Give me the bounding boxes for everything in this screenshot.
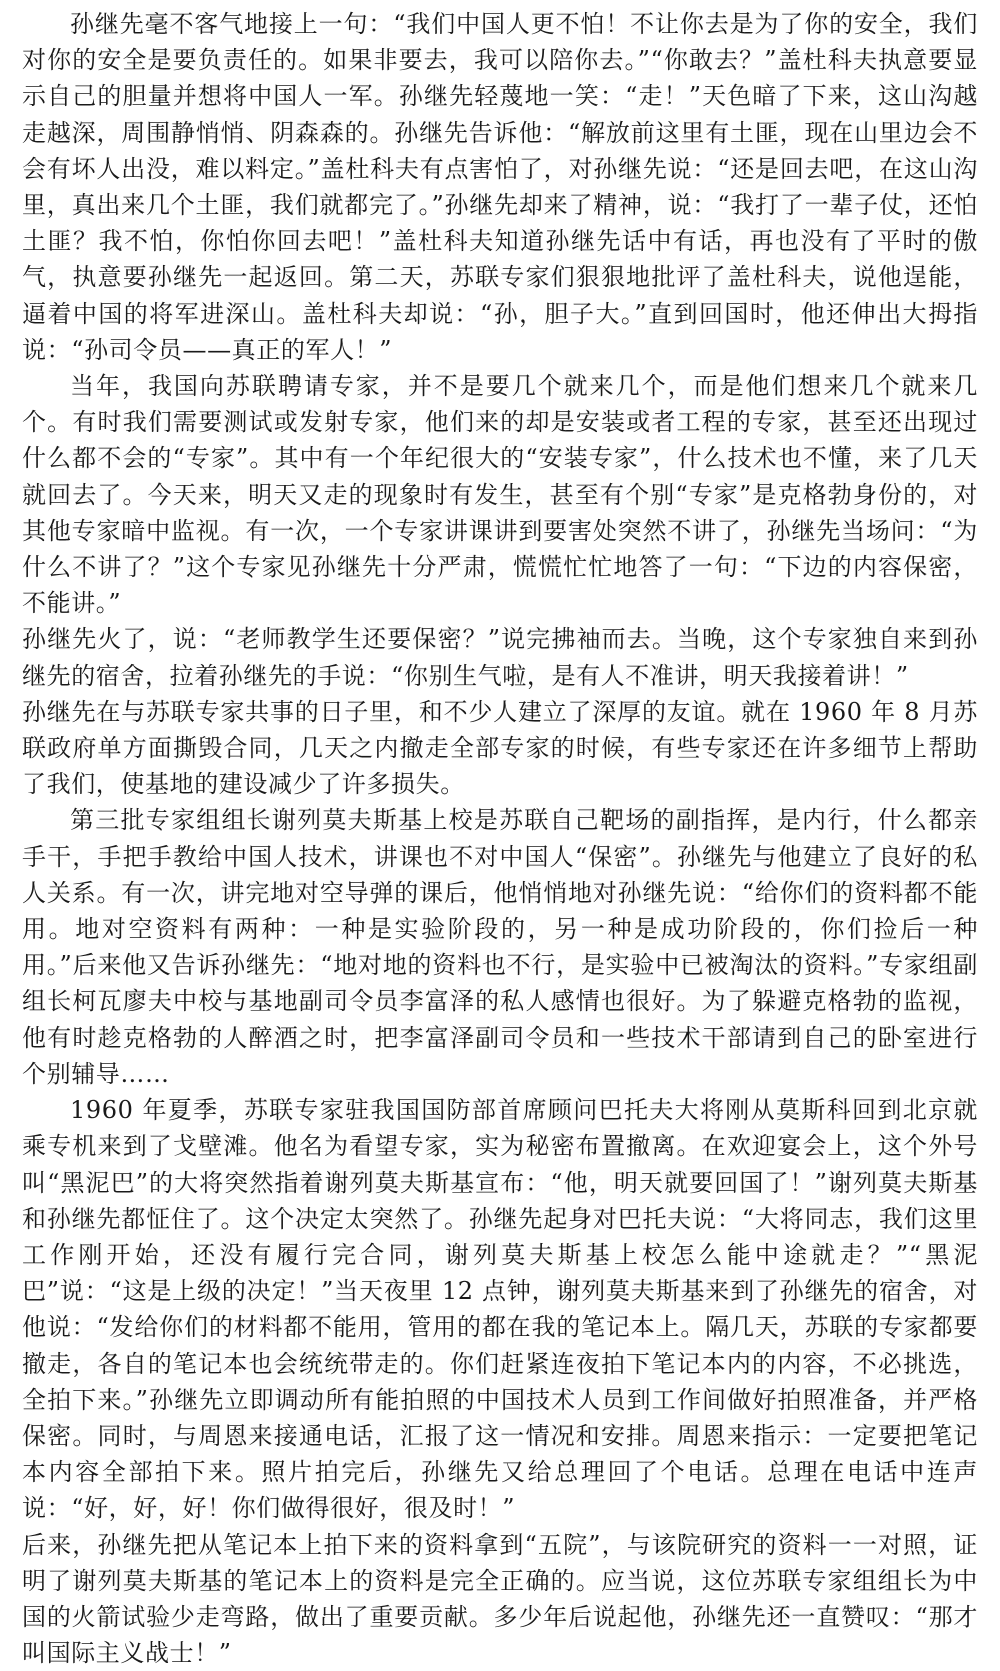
paragraph-4: 孙继先在与苏联专家共事的日子里，和不少人建立了深厚的友谊。就在 1960 年 8 月苏联政府单方面撕毁合同，几天之内撤走全部专家的时候，有些专家还在许多细节上帮助了我们，使基地的建设减少了许多损失。 — [22, 697, 978, 799]
paragraph-1: 孙继先毫不客气地接上一句：“我们中国人更不怕！不让你去是为了你的安全，我们对你的安全是要负责任的。如果非要去，我可以陪你去。”“你敢去？”盖杜科夫执意要显示自己的胆量并想将中国人一军。孙继先轻蔑地一笑：“走！”天色暗了下来，这山沟越走越深，周围静悄悄、阴森森的。孙继先告诉他：“解放前这里有土匪，现在山里边会不会有坏人出没，难以料定。”盖杜科夫有点害怕了，对孙继先说：“还是回去吧，在这山沟里，真出来几个土匪，我们就都完了。”孙继先却来了精神，说：“我打了一辈子仗，还怕土匪？我不怕，你怕你回去吧！”盖杜科夫知道孙继先话中有话，再也没有了平时的傲气，执意要孙继先一起返回。第二天，苏联专家们狠狠地批评了盖杜科夫，说他逞能，逼着中国的将军进深山。盖杜科夫却说：“孙，胆子大。”直到回国时，他还伸出大拇指说：“孙司令员——真正的军人！” — [22, 10, 978, 364]
paragraph-5: 第三批专家组组长谢列莫夫斯基上校是苏联自己靶场的副指挥，是内行，什么都亲手干，手把手教给中国人技术，讲课也不对中国人“保密”。孙继先与他建立了良好的私人关系。有一次，讲完地对空导弹的课后，他悄悄地对孙继先说：“给你们的资料都不能用。地对空资料有两种：一种是实验阶段的，另一种是成功阶段的，你们捡后一种用。”后来他又告诉孙继先：“地对地的资料也不行，是实验中已被淘汰的资料。”专家组副组长柯瓦廖夫中校与基地副司令员李富泽的私人感情也很好。为了躲避克格勃的监视，他有时趁克格勃的人醉酒之时，把李富泽副司令员和一些技术干部请到自己的卧室进行个别辅导…… — [22, 806, 978, 1088]
paragraph-7: 后来，孙继先把从笔记本上拍下来的资料拿到“五院”，与该院研究的资料一一对照，证明了谢列莫夫斯基的笔记本上的资料是完全正确的。应当说，这位苏联专家组组长为中国的火箭试验少走弯路，做出了重要贡献。多少年后说起他，孙继先还一直赞叹：“那才叫国际主义战士！” — [22, 1530, 978, 1668]
paragraph-3: 孙继先火了，说：“老师教学生还要保密？”说完拂袖而去。当晚，这个专家独自来到孙继先的宿舍，拉着孙继先的手说：“你别生气啦，是有人不准讲，明天我接着讲！” — [22, 625, 978, 690]
paragraph-6: 1960 年夏季，苏联专家驻我国国防部首席顾问巴托夫大将刚从莫斯科回到北京就乘专机来到了戈壁滩。他名为看望专家，实为秘密布置撤离。在欢迎宴会上，这个外号叫“黑泥巴”的大将突然指着谢列莫夫斯基宣布：“他，明天就要回国了！”谢列莫夫斯基和孙继先都怔住了。这个决定太突然了。孙继先起身对巴托夫说：“大将同志，我们这里工作刚开始，还没有履行完合同，谢列莫夫斯基上校怎么能中途就走？”“黑泥巴”说：“这是上级的决定！”当天夜里 12 点钟，谢列莫夫斯基来到了孙继先的宿舍，对他说：“发给你们的材料都不能用，管用的都在我的笔记本上。隔几天，苏联的专家都要撤走，各自的笔记本也会统统带走的。你们赶紧连夜拍下笔记本内的内容，不必挑选，全拍下来。”孙继先立即调动所有能拍照的中国技术人员到工作间做好拍照准备，并严格保密。同时，与周恩来接通电话，汇报了这一情况和安排。周恩来指示：一定要把笔记本内容全部拍下来。照片拍完后，孙继先又给总理回了个电话。总理在电话中连声说：“好，好，好！你们做得很好，很及时！” — [22, 1096, 978, 1523]
paragraph-2: 当年，我国向苏联聘请专家，并不是要几个就来几个，而是他们想来几个就来几个。有时我们需要测试或发射专家，他们来的却是安装或者工程的专家，甚至还出现过什么都不会的“专家”。其中有一个年纪很大的“安装专家”，什么技术也不懂，来了几天就回去了。今天来，明天又走的现象时有发生，甚至有个别“专家”是克格勃身份的，对其他专家暗中监视。有一次，一个专家讲课讲到要害处突然不讲了，孙继先当场问：“为什么不讲了？”这个专家见孙继先十分严肃，慌慌忙忙地答了一句：“下边的内容保密，不能讲。” — [22, 372, 978, 618]
